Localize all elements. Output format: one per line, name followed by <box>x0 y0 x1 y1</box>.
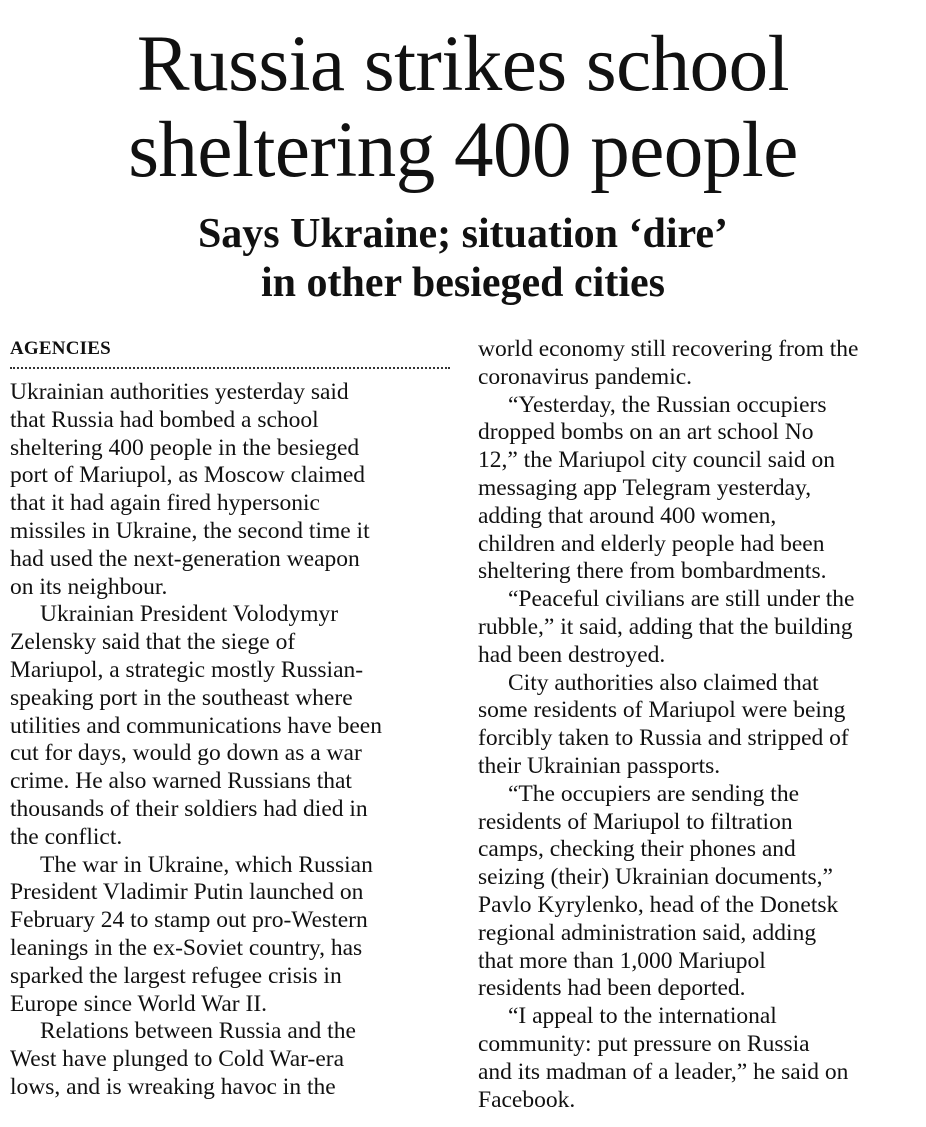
body-text-line: children and elderly people had been <box>478 530 825 557</box>
body-text-line: Pavlo Kyrylenko, head of the Donetsk <box>478 891 839 918</box>
body-text-line: world economy still recovering from the <box>478 336 859 362</box>
body-text-line: The war in Ukraine, which Russian <box>40 851 373 878</box>
body-text-line: that more than 1,000 Mariupol <box>478 947 766 974</box>
body-text-line: “Peaceful civilians are still under the <box>508 586 855 613</box>
body-text-line: President Vladimir Putin launched on <box>10 879 364 906</box>
article-column-left <box>10 335 450 1102</box>
body-text-line: rubble,” it said, adding that the building <box>478 613 853 640</box>
byline-divider <box>10 367 450 369</box>
body-text-line: Ukrainian President Volodymyr <box>40 601 339 628</box>
left-column-body <box>10 379 450 1102</box>
body-text-line: “Yesterday, the Russian occupiers <box>508 391 827 418</box>
body-text-line: port of Mariupol, as Moscow claimed <box>10 462 366 489</box>
body-text-line: West have plunged to Cold War-era <box>10 1046 345 1073</box>
body-text-line: regional administration said, adding <box>478 919 817 946</box>
body-text-line: Mariupol, a strategic mostly Russian- <box>10 656 364 683</box>
body-text-line: dropped bombs on an art school No <box>478 419 814 446</box>
subheadline <box>0 210 926 308</box>
body-text-line: coronavirus pandemic. <box>478 363 693 390</box>
body-text-line: that it had again fired hypersonic <box>10 490 320 517</box>
body-text-line: cut for days, would go down as a war <box>10 740 362 767</box>
body-text-line: sheltering 400 people in the besieged <box>10 434 360 461</box>
body-text-line: had been destroyed. <box>478 641 666 668</box>
body-text-line: their Ukrainian passports. <box>478 752 721 779</box>
body-text-line: some residents of Mariupol were being <box>478 697 846 724</box>
body-text-line: seizing (their) Ukrainian documents,” <box>478 864 833 891</box>
body-text-line: Ukrainian authorities yesterday said <box>10 379 349 405</box>
body-text-line: camps, checking their phones and <box>478 836 796 863</box>
body-text-line: lows, and is wreaking havoc in the <box>10 1073 336 1100</box>
body-text-line: “I appeal to the international <box>508 1003 777 1030</box>
body-text-line: forcibly taken to Russia and stripped of <box>478 725 849 752</box>
body-text-line: messaging app Telegram yesterday, <box>478 474 812 501</box>
body-text-line: residents of Mariupol to filtration <box>478 808 793 835</box>
right-column-body <box>478 336 916 1114</box>
body-text-line: 12,” the Mariupol city council said on <box>478 447 835 474</box>
headline-line: sheltering 400 people <box>128 107 798 194</box>
body-text-line: the conflict. <box>10 823 123 850</box>
body-text-line: had used the next-generation weapon <box>10 545 360 572</box>
body-text-line: community: put pressure on Russia <box>478 1030 810 1057</box>
body-text-line: February 24 to stamp out pro-Western <box>10 907 368 934</box>
body-text-line: utilities and communications have been <box>10 712 382 739</box>
article-column-right <box>478 336 916 1114</box>
body-text-line: leanings in the ex-Soviet country, has <box>10 934 363 961</box>
body-text-line: thousands of their soldiers had died in <box>10 795 368 822</box>
subheadline-line: Says Ukraine; situation ‘dire’ <box>197 211 729 257</box>
body-text-line: adding that around 400 women, <box>478 502 777 529</box>
body-text-line: City authorities also claimed that <box>508 669 819 696</box>
headline-line: Russia strikes school <box>136 21 790 108</box>
body-text-line: speaking port in the southeast where <box>10 684 353 711</box>
body-text-line: residents had been deported. <box>478 975 746 1002</box>
body-text-line: missiles in Ukraine, the second time it <box>10 517 370 544</box>
body-text-line: sparked the largest refugee crisis in <box>10 962 342 989</box>
body-text-line: and its madman of a leader,” he said on <box>478 1058 849 1085</box>
body-text-line: crime. He also warned Russians that <box>10 768 352 795</box>
body-text-line: Zelensky said that the siege of <box>10 629 296 656</box>
body-text-line: on its neighbour. <box>10 573 168 600</box>
body-text-line: sheltering there from bombardments. <box>478 558 827 585</box>
body-text-line: Europe since World War II. <box>10 990 268 1017</box>
body-text-line: that Russia had bombed a school <box>10 406 319 433</box>
body-text-line: Facebook. <box>478 1086 576 1113</box>
headline <box>0 22 926 194</box>
subheadline-line: in other besieged cities <box>260 260 665 306</box>
byline: AGENCIES <box>10 338 111 359</box>
body-text-line: Relations between Russia and the <box>40 1018 356 1045</box>
body-text-line: “The occupiers are sending the <box>508 780 800 807</box>
